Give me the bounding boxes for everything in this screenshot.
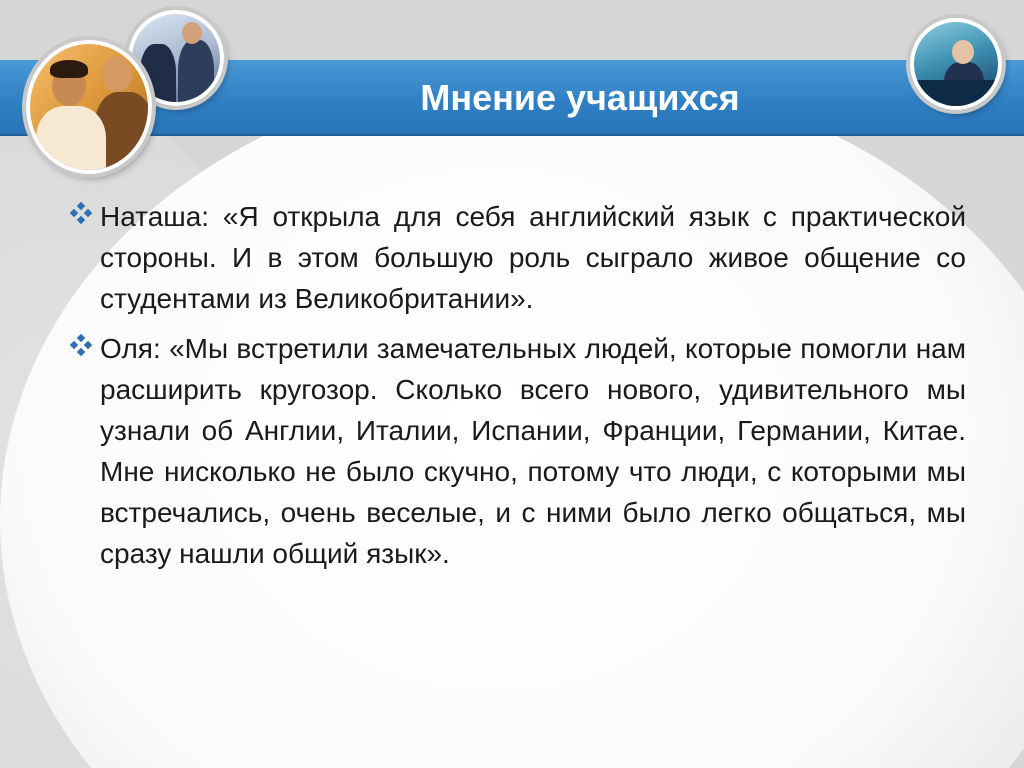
bullet-text-natasha: Наташа: «Я открыла для себя английский язык с практической стороны. И в этом большую роль сыграло живое общение со студентами из Великобритании».	[100, 201, 966, 314]
diamond-bullet-icon	[70, 202, 92, 224]
office-photo	[910, 18, 1002, 110]
diamond-bullet-icon	[70, 334, 92, 356]
students-photo	[26, 40, 152, 174]
list-item	[70, 328, 966, 574]
bullet-text-olya: Оля: «Мы встретили замечательных людей, которые помогли нам расширить кругозор. Сколько всего нового, удивительного мы узнали об Англии, Италии, Испании, Франции, Германии, Китае. Мне нисколько не было скучно, потому что люди, с которыми мы встречались, очень веселые, и с ними было легко общаться, мы сразу нашли общий язык».	[100, 333, 966, 569]
slide-title: Мнение учащихся	[420, 77, 740, 118]
list-item	[70, 196, 966, 319]
bullet-list	[70, 196, 966, 583]
